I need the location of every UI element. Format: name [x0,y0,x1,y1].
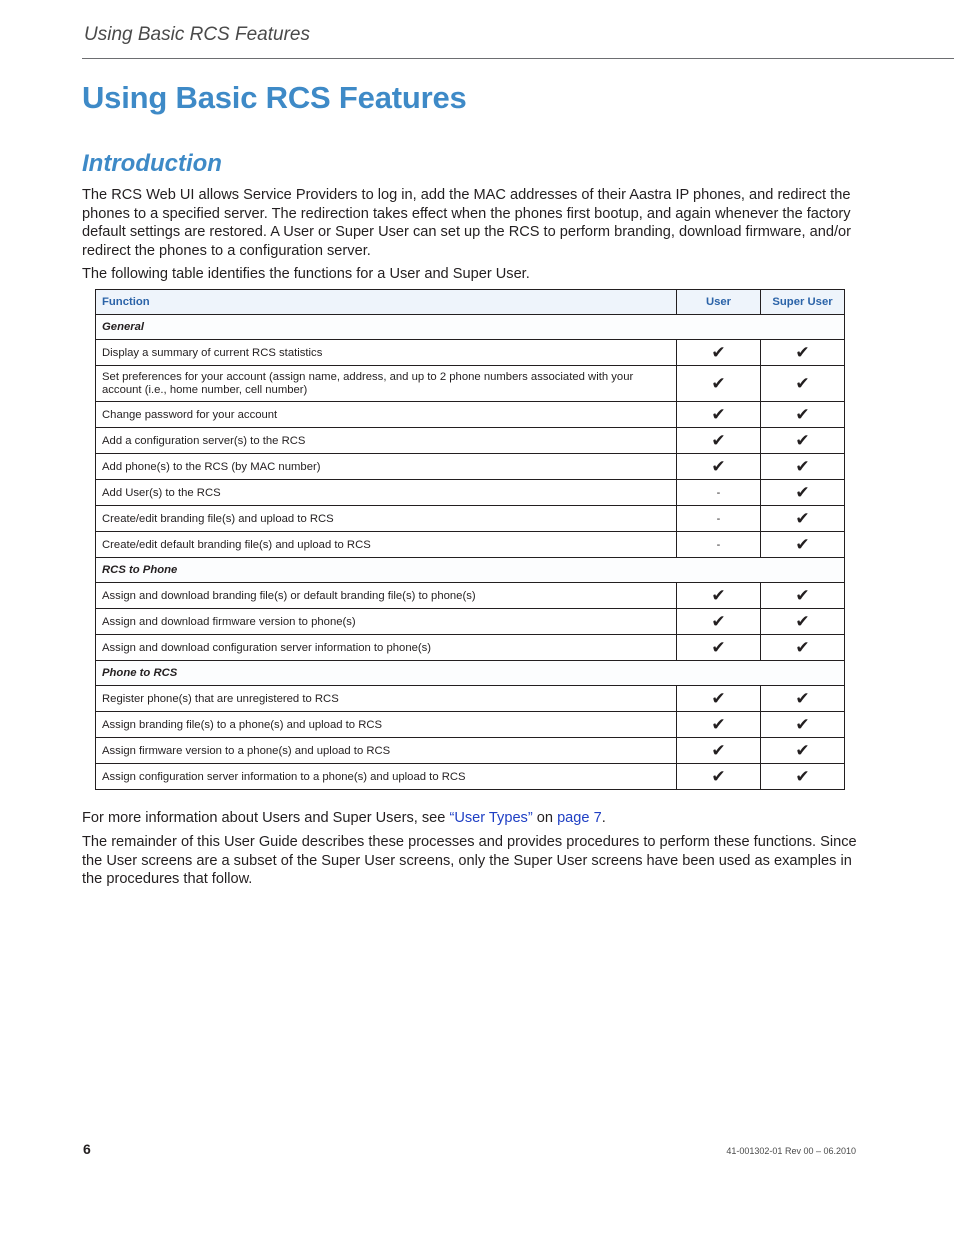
user-check-icon: ✔ [677,764,761,790]
function-cell: Create/edit default branding file(s) and upload to RCS [96,532,677,558]
table-row [96,402,845,428]
user-check-icon: ✔ [677,454,761,480]
user-dash: - [677,506,761,532]
table-row [96,428,845,454]
super-user-check-icon: ✔ [761,738,845,764]
super-user-check-icon: ✔ [761,686,845,712]
super-user-check-icon: ✔ [761,506,845,532]
user-check-icon: ✔ [677,428,761,454]
function-cell: Add a configuration server(s) to the RCS [96,428,677,454]
function-cell: Assign and download firmware version to phone(s) [96,609,677,635]
user-dash: - [677,532,761,558]
super-user-check-icon: ✔ [761,712,845,738]
user-check-icon: ✔ [677,712,761,738]
user-check-icon: ✔ [677,402,761,428]
function-cell: Set preferences for your account (assign name, address, and up to 2 phone numbers associated with your account (i.e., home number, cell number) [96,366,677,402]
table-row [96,712,845,738]
user-check-icon: ✔ [677,635,761,661]
table-row [96,532,845,558]
section-row [96,661,845,686]
page-number: 6 [83,1141,91,1157]
table-row [96,764,845,790]
section-row [96,315,845,340]
table-row [96,609,845,635]
function-cell: Assign configuration server information to a phone(s) and upload to RCS [96,764,677,790]
function-cell: Register phone(s) that are unregistered to RCS [96,686,677,712]
table-row [96,635,845,661]
running-header: Using Basic RCS Features [84,24,310,45]
header-rule [82,58,954,59]
super-user-check-icon: ✔ [761,454,845,480]
header-user: User [677,290,761,315]
user-check-icon: ✔ [677,686,761,712]
document-id: 41-001302-01 Rev 00 – 06.2010 [726,1146,856,1156]
super-user-check-icon: ✔ [761,340,845,366]
function-cell: Change password for your account [96,402,677,428]
function-cell: Add phone(s) to the RCS (by MAC number) [96,454,677,480]
function-cell: Display a summary of current RCS statistics [96,340,677,366]
function-cell: Assign and download branding file(s) or default branding file(s) to phone(s) [96,583,677,609]
super-user-check-icon: ✔ [761,635,845,661]
table-header-row [96,290,845,315]
remainder-paragraph: The remainder of this User Guide describes these processes and provides procedures to perform these functions. Since the User screens are a subset of the Super User screens, only the Super User screens have been used as examples in the procedures that follow. [82,834,857,888]
section-title: Introduction [82,150,222,177]
super-user-check-icon: ✔ [761,428,845,454]
intro-paragraph: The RCS Web UI allows Service Providers to log in, add the MAC addresses of their Aastra IP phones, and redirect the phones to a specified server. The redirection takes effect when the phones first bootup, and again whenever the factory default settings are restored. A User or Super User can set up the RCS to perform branding, download firmware, and/or redirect the phones to a configuration server. [82,187,851,259]
super-user-check-icon: ✔ [761,366,845,402]
user-check-icon: ✔ [677,340,761,366]
table-row [96,686,845,712]
function-cell: Assign firmware version to a phone(s) and upload to RCS [96,738,677,764]
table-row [96,340,845,366]
more-info-paragraph [82,809,858,828]
table-row [96,738,845,764]
section-label: RCS to Phone [96,558,845,583]
section-row [96,558,845,583]
user-check-icon: ✔ [677,609,761,635]
table-row [96,480,845,506]
table-row [96,583,845,609]
super-user-check-icon: ✔ [761,480,845,506]
function-cell: Assign and download configuration server information to phone(s) [96,635,677,661]
header-function: Function [96,290,677,315]
super-user-check-icon: ✔ [761,402,845,428]
table-body [96,315,845,790]
super-user-check-icon: ✔ [761,764,845,790]
user-check-icon: ✔ [677,738,761,764]
header-super-user: Super User [761,290,845,315]
section-label: General [96,315,845,340]
super-user-check-icon: ✔ [761,532,845,558]
function-cell: Assign branding file(s) to a phone(s) and upload to RCS [96,712,677,738]
section-label: Phone to RCS [96,661,845,686]
function-table [95,289,845,790]
super-user-check-icon: ✔ [761,609,845,635]
user-dash: - [677,480,761,506]
super-user-check-icon: ✔ [761,583,845,609]
table-intro-paragraph: The following table identifies the functions for a User and Super User. [82,266,530,282]
page-7-link[interactable]: page 7 [557,810,602,826]
more-info-on: on [532,810,558,826]
user-types-link[interactable]: “User Types” [449,810,533,826]
table-row [96,366,845,402]
more-info-text: For more information about Users and Super Users, see [82,810,450,826]
function-cell: Create/edit branding file(s) and upload to RCS [96,506,677,532]
function-cell: Add User(s) to the RCS [96,480,677,506]
table-row [96,454,845,480]
page-title: Using Basic RCS Features [82,80,467,115]
more-info-period: . [601,810,606,826]
user-check-icon: ✔ [677,366,761,402]
user-check-icon: ✔ [677,583,761,609]
table-row [96,506,845,532]
